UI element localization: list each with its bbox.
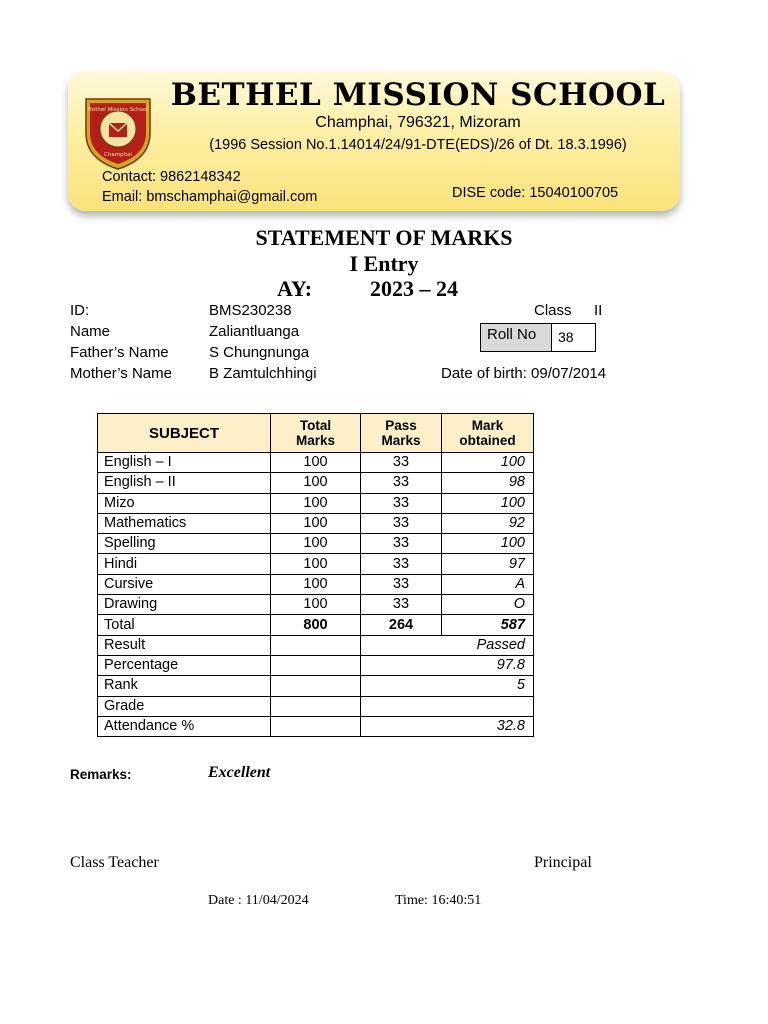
roll-number-box: [480, 323, 596, 352]
class-value: II: [594, 302, 603, 319]
total-label: Total: [98, 615, 271, 635]
header-pass-line1: Pass: [385, 418, 417, 433]
result-row: [98, 635, 534, 655]
mark-obtained-cell: 100: [442, 534, 534, 554]
total-row: [98, 615, 534, 635]
total-marks-cell: 100: [271, 554, 361, 574]
total-marks-cell: 100: [271, 574, 361, 594]
roll-number-label: Roll No: [481, 324, 552, 351]
issue-date: Date : 11/04/2024: [208, 893, 309, 908]
crest-text-bottom: Champhai: [104, 152, 132, 158]
header-subject: SUBJECT: [98, 414, 271, 453]
mark-obtained-cell: A: [442, 574, 534, 594]
table-row: [98, 453, 534, 473]
pass-marks-cell: 33: [361, 513, 442, 533]
attendance-row: [98, 716, 534, 736]
mark-obtained-cell: 100: [442, 493, 534, 513]
result-label: Result: [98, 635, 271, 655]
percentage-label: Percentage: [98, 655, 271, 675]
attendance-value: 32.8: [361, 716, 534, 736]
total-marks-cell: 100: [271, 534, 361, 554]
school-registration: (1996 Session No.1.14014/24/91-DTE(EDS)/26 of Dt. 18.3.1996): [209, 137, 627, 153]
crest-text-top: Bethel Mission School: [88, 107, 148, 113]
academic-year-label: AY:: [277, 276, 313, 301]
pass-marks-cell: 33: [361, 473, 442, 493]
table-row: [98, 595, 534, 615]
subject-cell: Mizo: [98, 493, 271, 513]
class-teacher-signature: Class Teacher: [70, 854, 159, 871]
result-value: Passed: [361, 635, 534, 655]
remarks-label: Remarks:: [70, 767, 132, 782]
rank-label: Rank: [98, 676, 271, 696]
mark-obtained-cell: O: [442, 595, 534, 615]
mother-name-label: Mother’s Name: [70, 365, 172, 382]
subject-cell: English – I: [98, 453, 271, 473]
total-marks-cell: 100: [271, 453, 361, 473]
dise-code: DISE code: 15040100705: [452, 185, 619, 201]
id-value: BMS230238: [209, 302, 292, 319]
attendance-label: Attendance %: [98, 716, 271, 736]
pass-marks-sum: 264: [361, 615, 442, 635]
pass-marks-cell: 33: [361, 453, 442, 473]
mark-obtained-cell: 100: [442, 453, 534, 473]
pass-marks-cell: 33: [361, 595, 442, 615]
subject-cell: Cursive: [98, 574, 271, 594]
father-name-label: Father’s Name: [70, 344, 169, 361]
grade-row: [98, 696, 534, 716]
pass-marks-cell: 33: [361, 574, 442, 594]
header-obtained-line2: obtained: [459, 433, 516, 448]
class-label: Class: [534, 302, 572, 319]
roll-number-value: 38: [558, 329, 574, 345]
table-row: [98, 574, 534, 594]
percentage-value: 97.8: [361, 655, 534, 675]
subject-cell: Mathematics: [98, 513, 271, 533]
header-mark-obtained: [442, 414, 534, 453]
total-marks-cell: 100: [271, 595, 361, 615]
academic-year-value: 2023 – 24: [370, 276, 458, 301]
table-row: [98, 534, 534, 554]
percentage-row: [98, 655, 534, 675]
grade-label: Grade: [98, 696, 271, 716]
issue-time: Time: 16:40:51: [395, 893, 482, 908]
id-label: ID:: [70, 302, 90, 319]
rank-value: 5: [361, 676, 534, 696]
result-empty-cell: [271, 635, 361, 655]
school-crest-icon: [82, 93, 154, 171]
total-marks-cell: 100: [271, 473, 361, 493]
table-row: [98, 513, 534, 533]
table-header-row: [98, 414, 534, 453]
header-pass-marks: [361, 414, 442, 453]
document-title: STATEMENT OF MARKS: [255, 225, 513, 250]
principal-signature: Principal: [534, 854, 592, 871]
rank-row: [98, 676, 534, 696]
date-of-birth: Date of birth: 09/07/2014: [441, 365, 607, 382]
name-label: Name: [70, 323, 111, 340]
school-contact: Contact: 9862148342: [102, 169, 241, 185]
mother-name-value: B Zamtulchhingi: [209, 365, 317, 382]
father-name-value: S Chungnunga: [209, 344, 310, 361]
header-total-marks: [271, 414, 361, 453]
header-total-line2: Marks: [295, 433, 336, 448]
header-total-line1: Total: [299, 418, 332, 433]
table-row: [98, 473, 534, 493]
school-address: Champhai, 796321, Mizoram: [315, 114, 521, 131]
rank-empty-cell: [271, 676, 361, 696]
total-marks-cell: 100: [271, 493, 361, 513]
remarks-value: Excellent: [208, 764, 271, 781]
table-row: [98, 554, 534, 574]
header-pass-line2: Marks: [381, 433, 421, 448]
marks-table: [97, 413, 534, 737]
mark-obtained-cell: 97: [442, 554, 534, 574]
pass-marks-cell: 33: [361, 554, 442, 574]
pass-marks-cell: 33: [361, 493, 442, 513]
mark-obtained-sum: 587: [442, 615, 534, 635]
attendance-empty-cell: [271, 716, 361, 736]
school-header-banner: [68, 71, 680, 211]
total-marks-sum: 800: [271, 615, 361, 635]
subject-cell: Spelling: [98, 534, 271, 554]
subject-cell: Drawing: [98, 595, 271, 615]
subject-cell: English – II: [98, 473, 271, 493]
school-email: Email: bmschamphai@gmail.com: [102, 189, 318, 205]
entry-title: I Entry: [349, 251, 419, 276]
grade-value: [361, 696, 534, 716]
pass-marks-cell: 33: [361, 534, 442, 554]
grade-empty-cell: [271, 696, 361, 716]
school-name: BETHEL MISSION SCHOOL: [170, 77, 666, 113]
mark-obtained-cell: 92: [442, 513, 534, 533]
total-marks-cell: 100: [271, 513, 361, 533]
header-obtained-line1: Mark: [471, 418, 504, 433]
name-value: Zaliantluanga: [209, 323, 300, 340]
mark-obtained-cell: 98: [442, 473, 534, 493]
percentage-empty-cell: [271, 655, 361, 675]
table-row: [98, 493, 534, 513]
subject-cell: Hindi: [98, 554, 271, 574]
